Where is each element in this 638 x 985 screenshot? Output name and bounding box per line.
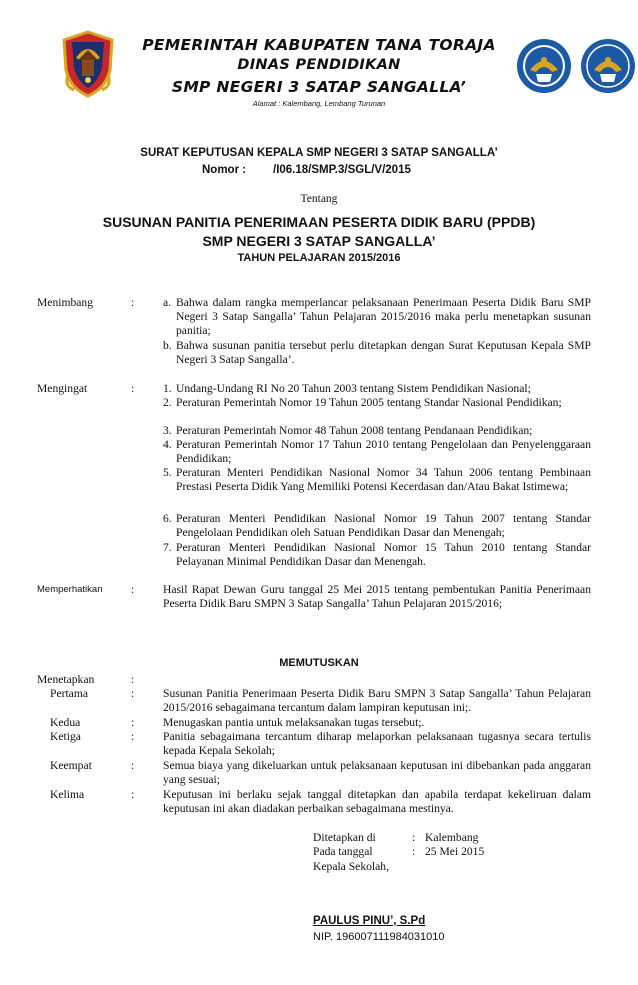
place-label: Ditetapkan di: [313, 831, 376, 844]
item-number: 2.: [163, 396, 172, 409]
place-value: Kalembang: [425, 831, 479, 844]
mengingat-label: Mengingat: [37, 382, 88, 395]
item-number: a.: [163, 296, 172, 309]
menimbang-item-b: [163, 339, 591, 367]
item-text: Peraturan Menteri Pendidikan Nasional Nomor 34 Tahun 2006 tentang Pembinaan Prestasi Peserta Didik Yang Memiliki Potensi Kecerdasan dan/Atau Bakat Istimewa;: [176, 466, 591, 493]
item-text: Peraturan Pemerintah Nomor 48 Tahun 2008 tentang Pendanaan Pendidikan;: [176, 424, 533, 437]
mengingat-item-3: [163, 424, 591, 438]
item-text: Bahwa dalam rangka memperlancar pelaksanaan Penerimaan Peserta Didik Baru SMP Negeri 3 Satap Sangalla’ Tahun Pelajaran 2015/2016 maka perlu menetapkan susunan panitia;: [176, 296, 591, 337]
kelima-text: Keputusan ini berlaku sejak tanggal ditetapkan dan apabila terdapat kekeliruan dalam keputusan ini akan diadakan perbaikan sebagaimana mestinya.: [163, 788, 591, 815]
mengingat-colon: :: [131, 382, 135, 395]
tentang-label: Tentang: [300, 193, 338, 205]
subject-year: TAHUN PELAJARAN 2015/2016: [237, 252, 401, 264]
subject-line-1: SUSUNAN PANITIA PENERIMAAN PESERTA DIDIK BARU (PPDB): [102, 214, 536, 230]
menetapkan-colon: :: [131, 673, 135, 686]
mengingat-item-4: [163, 438, 591, 466]
signer-role: Kepala Sekolah,: [313, 860, 389, 873]
item-number: 5.: [163, 466, 172, 479]
ketiga-text: Panitia sebagaimana tercantum diharap melaporkan pelaksanaan tugasnya secara tertulis kepada Kepala Sekolah;: [163, 730, 591, 757]
keempat-text: Semua biaya yang dikeluarkan untuk pelaksanaan keputusan ini dibebankan pada anggaran yang sesuai;: [163, 759, 591, 786]
item-number: 7.: [163, 541, 172, 554]
kedua-label: Kedua: [50, 716, 81, 729]
memperhatikan-colon: :: [131, 583, 135, 596]
memutuskan-heading: MEMUTUSKAN: [279, 657, 359, 669]
menimbang-item-a: [163, 296, 591, 338]
menetapkan-label: Menetapkan: [37, 673, 95, 686]
subject-line-2: SMP NEGERI 3 SATAP SANGALLA’: [202, 233, 436, 249]
item-number: 4.: [163, 438, 172, 451]
item-text: Undang-Undang RI No 20 Tahun 2003 tentang Sistem Pendidikan Nasional;: [176, 382, 531, 395]
mengingat-item-1: [163, 382, 591, 396]
signer-name: PAULUS PINU’, S.Pd: [313, 915, 426, 927]
item-text: Peraturan Menteri Pendidikan Nasional Nomor 15 Tahun 2010 tentang Standar Pelayanan Minimal Pendidikan Dasar dan Menengah.: [176, 541, 591, 568]
kedua-text: Menugaskan pantia untuk melaksanakan tugas tersebut;.: [163, 716, 425, 729]
pertama-colon: :: [131, 687, 135, 700]
decree-title: SURAT KEPUTUSAN KEPALA SMP NEGERI 3 SATAP SANGALLA’: [140, 147, 498, 159]
kelima-colon: :: [131, 788, 135, 801]
signer-nip: NIP. 196007111984031010: [313, 931, 445, 943]
item-text: Peraturan Pemerintah Nomor 17 Tahun 2010 tentang Pengelolaan dan Penyelenggaraan Pendidikan;: [176, 438, 591, 465]
header-government: PEMERINTAH KABUPATEN TANA TORAJA: [142, 36, 496, 54]
item-text: Bahwa susunan panitia tersebut perlu ditetapkan dengan Surat Keputusan Kepala SMP Negeri 3 Satap Sangalla’.: [176, 339, 591, 366]
nomor-label: Nomor :: [202, 164, 247, 176]
date-value: 25 Mei 2015: [425, 845, 485, 858]
mengingat-item-7: [163, 541, 591, 569]
mengingat-item-6: [163, 512, 591, 540]
memperhatikan-label: Memperhatikan: [37, 584, 103, 595]
ketiga-colon: :: [131, 730, 135, 743]
header-address: Alamat : Kalembang, Lembang Turunan: [252, 99, 386, 108]
header-department: DINAS PENDIDIKAN: [237, 57, 401, 73]
pertama-label: Pertama: [50, 687, 88, 700]
item-number: 3.: [163, 424, 172, 437]
place-sep: :: [412, 831, 416, 844]
keempat-colon: :: [131, 759, 135, 772]
item-number: b.: [163, 339, 172, 352]
ketiga-label: Ketiga: [50, 730, 81, 743]
kedua-colon: :: [131, 716, 135, 729]
item-number: 1.: [163, 382, 172, 395]
nomor-value: /I06.18/SMP.3/SGL/V/2015: [273, 164, 411, 176]
item-text: Peraturan Menteri Pendidikan Nasional Nomor 19 Tahun 2007 tentang Standar Pengelolaan Pendidikan oleh Satuan Pendidikan Dasar dan Menengah;: [176, 512, 591, 539]
mengingat-item-5: [163, 466, 591, 494]
memperhatikan-text: Hasil Rapat Dewan Guru tanggal 25 Mei 2015 tentang pembentukan Panitia Penerimaan Peserta Didik Baru SMPN 3 Satap Sangalla’ Tahun Pelajaran 2015/2016;: [163, 583, 591, 610]
menimbang-label: Menimbang: [37, 296, 94, 309]
mengingat-item-2: [163, 396, 591, 410]
keempat-label: Keempat: [50, 759, 92, 772]
date-sep: :: [412, 845, 416, 858]
header-school: SMP NEGERI 3 SATAP SANGALLA’: [171, 78, 467, 96]
item-text: Peraturan Pemerintah Nomor 19 Tahun 2005 tentang Standar Nasional Pendidikan;: [176, 396, 562, 409]
date-label: Pada tanggal: [313, 845, 373, 858]
menimbang-colon: :: [131, 296, 135, 309]
kelima-label: Kelima: [50, 788, 85, 801]
item-number: 6.: [163, 512, 172, 525]
pertama-text: Susunan Panitia Penerimaan Peserta Didik Baru SMPN 3 Satap Sangalla’ Tahun Pelajaran 2015/2016 sebagaimana tercantum dalam lampiran keputusan ini;.: [163, 687, 591, 714]
